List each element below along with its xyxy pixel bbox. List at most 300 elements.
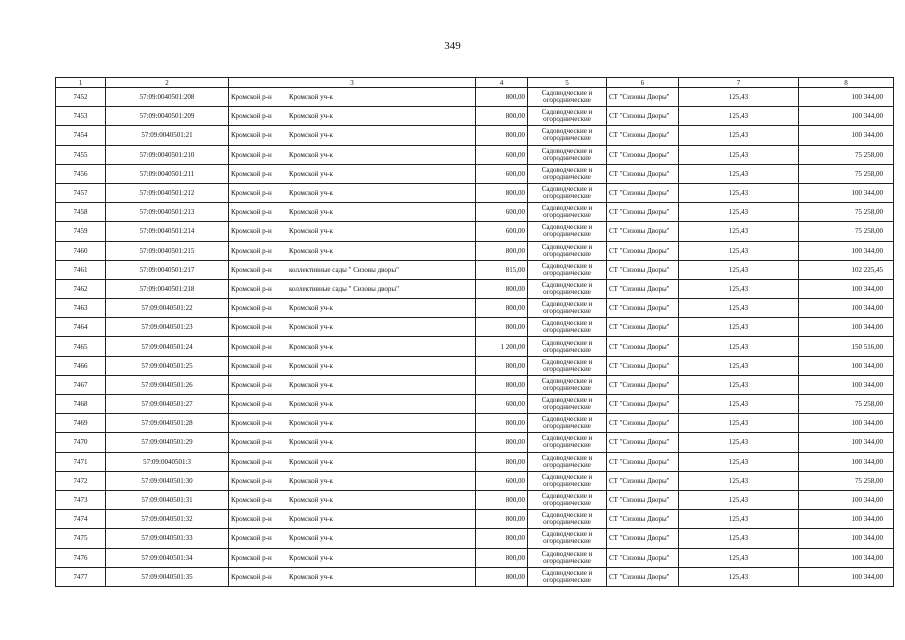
address-cell — [229, 375, 476, 394]
area: 600,00 — [476, 222, 528, 241]
cadastral-number: 57:09:0040501:32 — [106, 510, 229, 529]
land-use-cell — [528, 145, 607, 164]
address-cell — [229, 107, 476, 126]
district: Кромской р-н — [231, 515, 272, 524]
district: Кромской р-н — [231, 380, 272, 389]
land-use-line1: Садоводческие и — [541, 396, 593, 405]
location: Кромской уч-к — [289, 112, 333, 121]
table-row — [56, 452, 894, 471]
row-number: 7459 — [56, 222, 106, 241]
district: Кромской р-н — [231, 227, 272, 236]
specific-value: 125,43 — [679, 567, 799, 586]
cadastral-value: 100 344,00 — [799, 510, 894, 529]
land-use-line2: огороднические — [543, 134, 591, 143]
address-cell — [229, 145, 476, 164]
land-use-line2: огороднические — [543, 460, 591, 469]
specific-value: 125,43 — [679, 107, 799, 126]
district: Кромской р-н — [231, 323, 272, 332]
address-cell — [229, 183, 476, 202]
organization: СТ "Сизовы Дворы" — [607, 414, 679, 433]
table-row — [56, 395, 894, 414]
land-use-line1: Садоводческие и — [541, 89, 593, 98]
table-row — [56, 529, 894, 548]
address-cell — [229, 203, 476, 222]
organization: СТ "Сизовы Дворы" — [607, 375, 679, 394]
district: Кромской р-н — [231, 457, 272, 466]
land-use-line2: огороднические — [543, 479, 591, 488]
page-number: 349 — [444, 40, 461, 52]
organization: СТ "Сизовы Дворы" — [607, 279, 679, 298]
address-cell — [229, 567, 476, 586]
row-number: 7453 — [56, 107, 106, 126]
area: 800,00 — [476, 510, 528, 529]
cadastral-value: 100 344,00 — [799, 183, 894, 202]
table-body — [56, 88, 894, 587]
address-cell — [229, 241, 476, 260]
location: Кромской уч-к — [289, 361, 333, 370]
column-header: 7 — [679, 78, 799, 88]
cadastral-number: 57:09:0040501:24 — [106, 337, 229, 356]
organization: СТ "Сизовы Дворы" — [607, 433, 679, 452]
table-row — [56, 490, 894, 509]
area: 800,00 — [476, 107, 528, 126]
cadastral-number: 57:09:0040501:35 — [106, 567, 229, 586]
district: Кромской р-н — [231, 112, 272, 121]
land-use-cell — [528, 279, 607, 298]
cadastral-value: 100 344,00 — [799, 375, 894, 394]
land-use-line1: Садоводческие и — [541, 108, 593, 117]
land-use-line1: Садоводческие и — [541, 242, 593, 251]
address-cell — [229, 260, 476, 279]
address-cell — [229, 433, 476, 452]
location: Кромской уч-к — [289, 534, 333, 543]
organization: СТ "Сизовы Дворы" — [607, 203, 679, 222]
column-header: 5 — [528, 78, 607, 88]
land-use-line1: Садоводческие и — [541, 472, 593, 481]
area: 600,00 — [476, 203, 528, 222]
row-number: 7473 — [56, 490, 106, 509]
table-row — [56, 183, 894, 202]
district: Кромской р-н — [231, 93, 272, 102]
area: 800,00 — [476, 318, 528, 337]
cadastral-value: 100 344,00 — [799, 279, 894, 298]
cadastral-number: 57:09:0040501:26 — [106, 375, 229, 394]
specific-value: 125,43 — [679, 183, 799, 202]
cadastral-value: 100 344,00 — [799, 88, 894, 107]
table-row — [56, 279, 894, 298]
specific-value: 125,43 — [679, 356, 799, 375]
land-use-line2: огороднические — [543, 575, 591, 584]
row-number: 7454 — [56, 126, 106, 145]
land-use-line1: Садоводческие и — [541, 434, 593, 443]
cadastral-value: 100 344,00 — [799, 567, 894, 586]
district: Кромской р-н — [231, 572, 272, 581]
row-number: 7476 — [56, 548, 106, 567]
land-use-line2: огороднические — [543, 115, 591, 124]
land-use-line2: огороднические — [543, 172, 591, 181]
row-number: 7471 — [56, 452, 106, 471]
specific-value: 125,43 — [679, 471, 799, 490]
specific-value: 125,43 — [679, 279, 799, 298]
land-use-line1: Садоводческие и — [541, 300, 593, 309]
land-use-line2: огороднические — [543, 364, 591, 373]
specific-value: 125,43 — [679, 490, 799, 509]
specific-value: 125,43 — [679, 126, 799, 145]
location: Кромской уч-к — [289, 476, 333, 485]
land-use-cell — [528, 433, 607, 452]
area: 815,00 — [476, 260, 528, 279]
area: 600,00 — [476, 145, 528, 164]
location: Кромской уч-к — [289, 457, 333, 466]
specific-value: 125,43 — [679, 299, 799, 318]
district: Кромской р-н — [231, 400, 272, 409]
row-number: 7466 — [56, 356, 106, 375]
district: Кромской р-н — [231, 496, 272, 505]
column-header: 8 — [799, 78, 894, 88]
row-number: 7463 — [56, 299, 106, 318]
cadastral-number: 57:09:0040501:211 — [106, 164, 229, 183]
district: Кромской р-н — [231, 265, 272, 274]
land-use-cell — [528, 548, 607, 567]
table-row — [56, 567, 894, 586]
row-number: 7465 — [56, 337, 106, 356]
table-row — [56, 375, 894, 394]
land-use-cell — [528, 471, 607, 490]
cadastral-number: 57:09:0040501:213 — [106, 203, 229, 222]
land-use-line1: Садоводческие и — [541, 549, 593, 558]
column-header: 6 — [607, 78, 679, 88]
specific-value: 125,43 — [679, 222, 799, 241]
cadastral-number: 57:09:0040501:214 — [106, 222, 229, 241]
row-number: 7461 — [56, 260, 106, 279]
district: Кромской р-н — [231, 553, 272, 562]
address-cell — [229, 126, 476, 145]
location: коллективные сады " Сизовы дворы" — [289, 265, 399, 274]
address-cell — [229, 88, 476, 107]
organization: СТ "Сизовы Дворы" — [607, 490, 679, 509]
cadastral-number: 57:09:0040501:30 — [106, 471, 229, 490]
land-use-line1: Садоводческие и — [541, 319, 593, 328]
address-cell — [229, 318, 476, 337]
location: Кромской уч-к — [289, 169, 333, 178]
table-row — [56, 299, 894, 318]
cadastral-number: 57:09:0040501:29 — [106, 433, 229, 452]
area: 800,00 — [476, 183, 528, 202]
organization: СТ "Сизовы Дворы" — [607, 356, 679, 375]
land-use-line1: Садоводческие и — [541, 127, 593, 136]
address-cell — [229, 395, 476, 414]
land-use-line1: Садоводческие и — [541, 415, 593, 424]
specific-value: 125,43 — [679, 510, 799, 529]
area: 800,00 — [476, 567, 528, 586]
land-use-line2: огороднические — [543, 249, 591, 258]
table-row — [56, 337, 894, 356]
district: Кромской р-н — [231, 284, 272, 293]
organization: СТ "Сизовы Дворы" — [607, 529, 679, 548]
location: Кромской уч-к — [289, 304, 333, 313]
cadastral-value: 75 258,00 — [799, 164, 894, 183]
specific-value: 125,43 — [679, 529, 799, 548]
land-use-line2: огороднические — [543, 230, 591, 239]
address-cell — [229, 299, 476, 318]
row-number: 7469 — [56, 414, 106, 433]
specific-value: 125,43 — [679, 414, 799, 433]
row-number: 7474 — [56, 510, 106, 529]
area: 600,00 — [476, 164, 528, 183]
cadastral-value: 100 344,00 — [799, 433, 894, 452]
organization: СТ "Сизовы Дворы" — [607, 222, 679, 241]
registry-table — [55, 77, 894, 587]
location: Кромской уч-к — [289, 553, 333, 562]
land-use-line2: огороднические — [543, 326, 591, 335]
land-use-line1: Садоводческие и — [541, 185, 593, 194]
land-use-line1: Садоводческие и — [541, 492, 593, 501]
area: 800,00 — [476, 241, 528, 260]
address-cell — [229, 452, 476, 471]
cadastral-number: 57:09:0040501:209 — [106, 107, 229, 126]
area: 800,00 — [476, 490, 528, 509]
land-use-line2: огороднические — [543, 96, 591, 105]
table-row — [56, 356, 894, 375]
address-cell — [229, 529, 476, 548]
organization: СТ "Сизовы Дворы" — [607, 88, 679, 107]
land-use-line2: огороднические — [543, 307, 591, 316]
area: 600,00 — [476, 471, 528, 490]
land-use-line2: огороднические — [543, 499, 591, 508]
land-use-cell — [528, 241, 607, 260]
specific-value: 125,43 — [679, 395, 799, 414]
area: 800,00 — [476, 299, 528, 318]
land-use-cell — [528, 414, 607, 433]
cadastral-number: 57:09:0040501:27 — [106, 395, 229, 414]
land-use-line1: Садоводческие и — [541, 261, 593, 270]
table-row — [56, 88, 894, 107]
land-use-line2: огороднические — [543, 153, 591, 162]
land-use-cell — [528, 126, 607, 145]
land-use-cell — [528, 260, 607, 279]
specific-value: 125,43 — [679, 548, 799, 567]
cadastral-number: 57:09:0040501:28 — [106, 414, 229, 433]
table-row — [56, 260, 894, 279]
specific-value: 125,43 — [679, 88, 799, 107]
specific-value: 125,43 — [679, 375, 799, 394]
row-number: 7477 — [56, 567, 106, 586]
address-cell — [229, 337, 476, 356]
column-header: 3 — [229, 78, 476, 88]
land-use-line2: огороднические — [543, 192, 591, 201]
land-use-line1: Садоводческие и — [541, 453, 593, 462]
header-row — [56, 78, 894, 88]
organization: СТ "Сизовы Дворы" — [607, 126, 679, 145]
land-use-cell — [528, 88, 607, 107]
address-cell — [229, 164, 476, 183]
cadastral-number: 57:09:0040501:210 — [106, 145, 229, 164]
area: 800,00 — [476, 375, 528, 394]
cadastral-value: 100 344,00 — [799, 452, 894, 471]
area: 1 200,00 — [476, 337, 528, 356]
location: Кромской уч-к — [289, 400, 333, 409]
land-use-cell — [528, 356, 607, 375]
cadastral-number: 57:09:0040501:21 — [106, 126, 229, 145]
row-number: 7456 — [56, 164, 106, 183]
land-use-cell — [528, 510, 607, 529]
land-use-line1: Садоводческие и — [541, 338, 593, 347]
cadastral-number: 57:09:0040501:215 — [106, 241, 229, 260]
cadastral-value: 100 344,00 — [799, 241, 894, 260]
organization: СТ "Сизовы Дворы" — [607, 567, 679, 586]
table-row — [56, 126, 894, 145]
organization: СТ "Сизовы Дворы" — [607, 337, 679, 356]
land-use-line1: Садоводческие и — [541, 204, 593, 213]
row-number: 7464 — [56, 318, 106, 337]
area: 800,00 — [476, 433, 528, 452]
cadastral-value: 100 344,00 — [799, 299, 894, 318]
organization: СТ "Сизовы Дворы" — [607, 452, 679, 471]
district: Кромской р-н — [231, 150, 272, 159]
district: Кромской р-н — [231, 208, 272, 217]
land-use-line1: Садоводческие и — [541, 376, 593, 385]
cadastral-value: 100 344,00 — [799, 126, 894, 145]
organization: СТ "Сизовы Дворы" — [607, 145, 679, 164]
cadastral-number: 57:09:0040501:208 — [106, 88, 229, 107]
location: Кромской уч-к — [289, 227, 333, 236]
area: 800,00 — [476, 414, 528, 433]
cadastral-number: 57:09:0040501:217 — [106, 260, 229, 279]
cadastral-number: 57:09:0040501:34 — [106, 548, 229, 567]
land-use-line2: огороднические — [543, 403, 591, 412]
organization: СТ "Сизовы Дворы" — [607, 107, 679, 126]
land-use-cell — [528, 318, 607, 337]
organization: СТ "Сизовы Дворы" — [607, 260, 679, 279]
row-number: 7462 — [56, 279, 106, 298]
land-use-line2: огороднические — [543, 518, 591, 527]
cadastral-value: 100 344,00 — [799, 107, 894, 126]
address-cell — [229, 548, 476, 567]
column-header: 2 — [106, 78, 229, 88]
land-use-cell — [528, 107, 607, 126]
location: Кромской уч-к — [289, 438, 333, 447]
district: Кромской р-н — [231, 169, 272, 178]
cadastral-number: 57:09:0040501:31 — [106, 490, 229, 509]
district: Кромской р-н — [231, 534, 272, 543]
row-number: 7472 — [56, 471, 106, 490]
land-use-cell — [528, 299, 607, 318]
land-use-cell — [528, 203, 607, 222]
land-use-line1: Садоводческие и — [541, 146, 593, 155]
row-number: 7452 — [56, 88, 106, 107]
specific-value: 125,43 — [679, 337, 799, 356]
row-number: 7475 — [56, 529, 106, 548]
land-use-line2: огороднические — [543, 287, 591, 296]
cadastral-number: 57:09:0040501:22 — [106, 299, 229, 318]
specific-value: 125,43 — [679, 318, 799, 337]
land-use-cell — [528, 490, 607, 509]
table-row — [56, 145, 894, 164]
area: 800,00 — [476, 88, 528, 107]
location: Кромской уч-к — [289, 189, 333, 198]
organization: СТ "Сизовы Дворы" — [607, 299, 679, 318]
column-header: 1 — [56, 78, 106, 88]
land-use-line2: огороднические — [543, 556, 591, 565]
location: Кромской уч-к — [289, 496, 333, 505]
district: Кромской р-н — [231, 419, 272, 428]
district: Кромской р-н — [231, 476, 272, 485]
land-use-line1: Садоводческие и — [541, 223, 593, 232]
address-cell — [229, 222, 476, 241]
organization: СТ "Сизовы Дворы" — [607, 164, 679, 183]
cadastral-value: 150 516,00 — [799, 337, 894, 356]
organization: СТ "Сизовы Дворы" — [607, 510, 679, 529]
land-use-line2: огороднические — [543, 211, 591, 220]
table-row — [56, 318, 894, 337]
address-cell — [229, 510, 476, 529]
location: Кромской уч-к — [289, 419, 333, 428]
address-cell — [229, 279, 476, 298]
location: Кромской уч-к — [289, 131, 333, 140]
land-use-cell — [528, 183, 607, 202]
cadastral-value: 102 225,45 — [799, 260, 894, 279]
cadastral-value: 75 258,00 — [799, 471, 894, 490]
cadastral-value: 100 344,00 — [799, 318, 894, 337]
cadastral-value: 75 258,00 — [799, 145, 894, 164]
specific-value: 125,43 — [679, 260, 799, 279]
location: Кромской уч-к — [289, 246, 333, 255]
location: Кромской уч-к — [289, 93, 333, 102]
organization: СТ "Сизовы Дворы" — [607, 183, 679, 202]
land-use-line1: Садоводческие и — [541, 165, 593, 174]
organization: СТ "Сизовы Дворы" — [607, 548, 679, 567]
organization: СТ "Сизовы Дворы" — [607, 318, 679, 337]
area: 600,00 — [476, 395, 528, 414]
district: Кромской р-н — [231, 361, 272, 370]
table-row — [56, 471, 894, 490]
location: Кромской уч-к — [289, 515, 333, 524]
table-row — [56, 241, 894, 260]
row-number: 7468 — [56, 395, 106, 414]
cadastral-value: 75 258,00 — [799, 222, 894, 241]
table-row — [56, 433, 894, 452]
land-use-cell — [528, 452, 607, 471]
table-row — [56, 203, 894, 222]
land-use-line1: Садоводческие и — [541, 357, 593, 366]
location: Кромской уч-к — [289, 342, 333, 351]
cadastral-value: 75 258,00 — [799, 203, 894, 222]
row-number: 7457 — [56, 183, 106, 202]
row-number: 7455 — [56, 145, 106, 164]
specific-value: 125,43 — [679, 164, 799, 183]
area: 800,00 — [476, 548, 528, 567]
table-row — [56, 510, 894, 529]
specific-value: 125,43 — [679, 452, 799, 471]
organization: СТ "Сизовы Дворы" — [607, 395, 679, 414]
location: Кромской уч-к — [289, 380, 333, 389]
land-use-line2: огороднические — [543, 441, 591, 450]
land-use-cell — [528, 375, 607, 394]
table-row — [56, 222, 894, 241]
column-header: 4 — [476, 78, 528, 88]
row-number: 7460 — [56, 241, 106, 260]
land-use-line2: огороднические — [543, 345, 591, 354]
location: Кромской уч-к — [289, 150, 333, 159]
area: 800,00 — [476, 452, 528, 471]
cadastral-number: 57:09:0040501:33 — [106, 529, 229, 548]
cadastral-number: 57:09:0040501:212 — [106, 183, 229, 202]
row-number: 7467 — [56, 375, 106, 394]
area: 800,00 — [476, 126, 528, 145]
cadastral-value: 100 344,00 — [799, 490, 894, 509]
cadastral-number: 57:09:0040501:218 — [106, 279, 229, 298]
address-cell — [229, 490, 476, 509]
